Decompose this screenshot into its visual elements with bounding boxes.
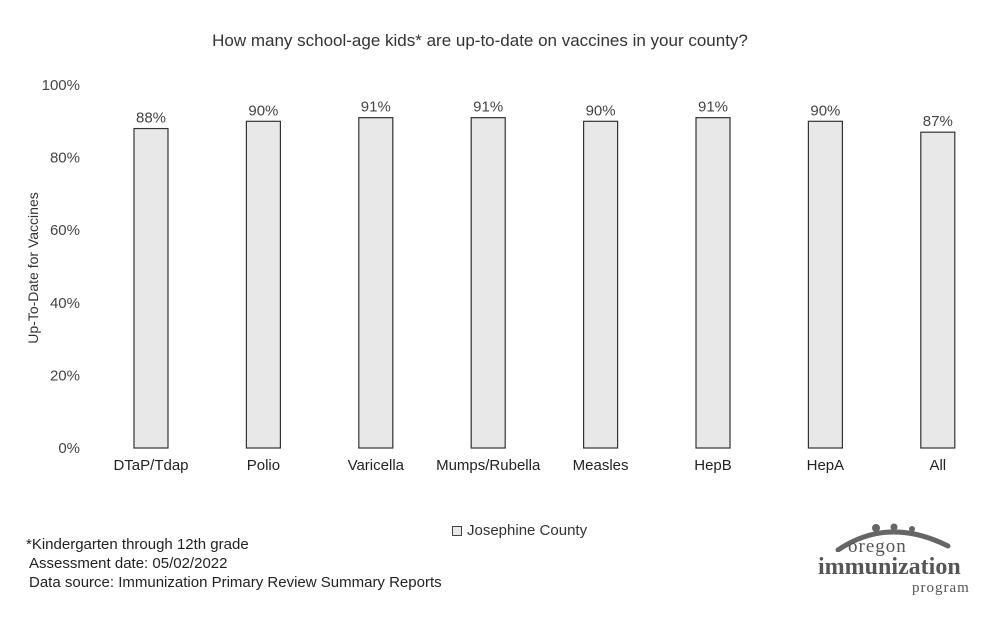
legend bbox=[452, 522, 587, 539]
y-tick-label: 20% bbox=[49, 367, 80, 385]
x-category-label: HepA bbox=[806, 457, 845, 474]
bar-data-label: 90% bbox=[810, 102, 841, 120]
bars bbox=[134, 118, 955, 448]
bar bbox=[134, 129, 168, 448]
bar bbox=[246, 121, 280, 448]
y-tick-label: 100% bbox=[41, 77, 80, 94]
logo-immunization-text: immunization bbox=[818, 554, 961, 580]
bar-data-label: 87% bbox=[922, 113, 953, 131]
x-category-label: Measles bbox=[572, 457, 629, 474]
logo-program-text: program bbox=[912, 580, 970, 596]
y-tick-label: 0% bbox=[58, 440, 80, 457]
bar-data-label: 91% bbox=[697, 98, 729, 116]
legend-label: Josephine County bbox=[467, 522, 588, 539]
y-axis-ticks bbox=[42, 77, 80, 457]
oregon-immunization-logo bbox=[808, 522, 988, 602]
x-category-label: Varicella bbox=[347, 457, 405, 474]
bar bbox=[921, 132, 955, 448]
bar bbox=[584, 121, 618, 448]
legend-swatch bbox=[452, 526, 462, 536]
bar-data-label: 90% bbox=[585, 102, 616, 120]
x-category-label: DTaP/Tdap bbox=[113, 457, 189, 474]
y-tick-label: 40% bbox=[49, 294, 80, 312]
bar-data-label: 88% bbox=[135, 109, 167, 127]
x-category-label: All bbox=[929, 457, 947, 474]
grade-note: *Kindergarten through 12th grade bbox=[26, 536, 249, 553]
bar-data-label: 91% bbox=[360, 98, 391, 116]
y-tick-label: 80% bbox=[49, 149, 80, 167]
bar bbox=[808, 121, 842, 448]
footnotes bbox=[26, 535, 442, 592]
bar bbox=[471, 118, 505, 448]
y-tick-label: 60% bbox=[49, 222, 80, 240]
x-category-label: Polio bbox=[246, 457, 281, 474]
bar bbox=[359, 118, 393, 448]
bar-data-label: 91% bbox=[473, 98, 504, 116]
x-category-label: Mumps/Rubella bbox=[436, 457, 541, 474]
bar-data-label: 90% bbox=[248, 102, 279, 120]
chart-title: How many school-age kids* are up-to-date on vaccines in your county? bbox=[212, 31, 748, 50]
data-source: Data source: Immunization Primary Review Summary Reports bbox=[29, 574, 442, 591]
bar bbox=[696, 118, 730, 448]
x-category-label: HepB bbox=[694, 457, 732, 474]
assessment-date: Assessment date: 05/02/2022 bbox=[29, 555, 228, 572]
y-axis-label: Up-To-Date for Vaccines bbox=[25, 192, 41, 344]
logo-oregon-text: oregon bbox=[848, 536, 907, 557]
category-labels bbox=[113, 457, 946, 474]
